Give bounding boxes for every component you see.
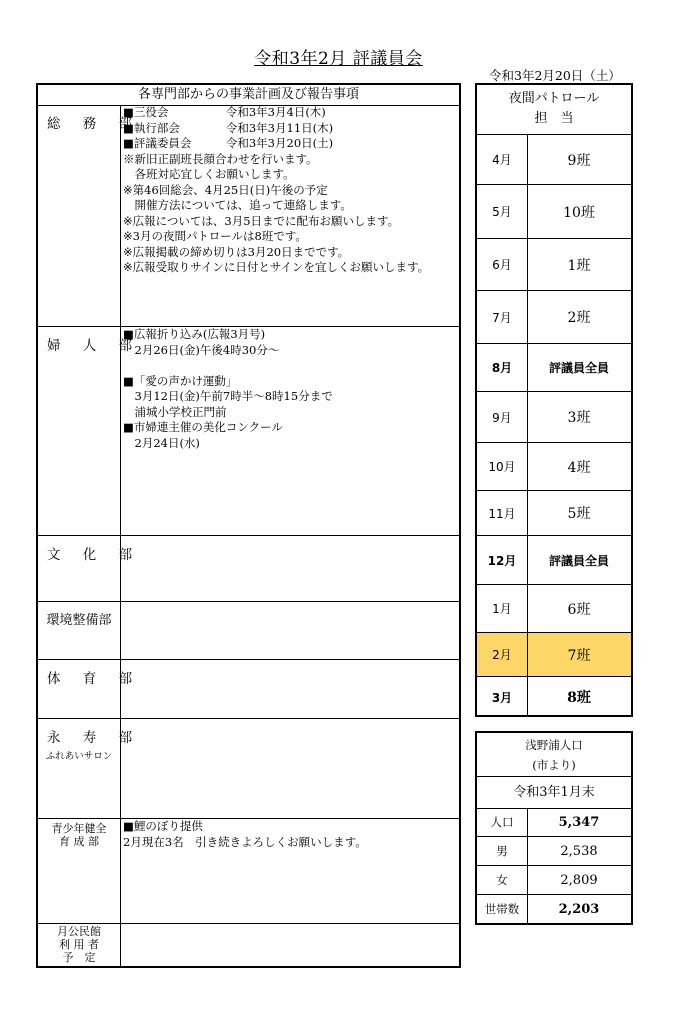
dept-content: ■広報折り込み(広報3月号) 2月26日(金)午後4時30分〜 ■「愛の声かけ運動」 3月12日(金)午前7時半〜8時15分まで 浦城小学校正門前 ■市婦連主催の美化コンクール 2月24日(水): [123, 327, 333, 450]
dept-name: 永 寿 部: [47, 730, 142, 746]
patrol-month: 9月: [477, 392, 528, 442]
patrol-row: [477, 585, 631, 633]
population-period: 令和3年1月末: [477, 777, 631, 809]
report-table-header: 各専門部からの事業計画及び報告事項: [38, 85, 459, 106]
population-table: [475, 731, 633, 925]
dept-row-youth: [38, 819, 459, 924]
dept-row-environment: [38, 602, 459, 660]
patrol-row: [477, 633, 631, 677]
report-table: [36, 83, 461, 968]
patrol-row: [477, 291, 631, 344]
population-row: 女 2,809: [477, 866, 631, 895]
dept-subname: ふれあいサロン: [45, 751, 113, 762]
dept-row-culture: [38, 536, 459, 602]
patrol-month: 5月: [477, 185, 528, 238]
patrol-month: 7月: [477, 291, 528, 343]
dept-row-sports: [38, 660, 459, 719]
dept-name: 婦 人 部: [47, 338, 142, 354]
patrol-row: [477, 185, 631, 239]
dept-content: ■三役会 令和3年3月4日(木) ■執行部会 令和3年3月11日(木) ■評議委員会 令和3年3月20日(土) ※新旧正副班長顔合わせを行います。 各班対応宜しくお願いします。 ※第46回総会、4月25日(日)午後の予定 開催方法については、追って連絡します。 ※広報については、3月5日までに配布お願いします。 ※3月の夜間パトロールは8班です。 ※広報掲載の締め切りは3月20日までです。 ※広報受取りサインに日付とサインを宜しくお願いします。: [123, 105, 430, 274]
patrol-month: 4月: [477, 135, 528, 184]
dept-name: 文 化 部: [47, 547, 142, 563]
patrol-month: 6月: [477, 239, 528, 290]
dept-name: 環境整備部: [46, 613, 112, 628]
dept-row-elderly: [38, 719, 459, 819]
population-row: 世帯数 2,203: [477, 895, 631, 923]
patrol-group: 4班: [567, 459, 591, 476]
patrol-row: [477, 536, 631, 585]
patrol-month: 1月: [477, 585, 528, 632]
dept-row-hall: [38, 924, 459, 968]
patrol-table: [475, 83, 633, 717]
dept-row-general: [38, 105, 459, 327]
patrol-group: 2班: [567, 310, 591, 326]
patrol-row: [477, 135, 631, 185]
patrol-group: 3班: [567, 410, 591, 426]
patrol-group: 9班: [567, 152, 591, 169]
patrol-row: [477, 239, 631, 291]
patrol-group: 7班: [567, 647, 591, 664]
dept-row-women: [38, 327, 459, 536]
patrol-month: 12月: [477, 536, 528, 584]
patrol-row: [477, 344, 631, 392]
population-header: 浅野浦人口 (市より): [477, 733, 631, 777]
patrol-row: [477, 677, 631, 717]
meeting-date: 令和3年2月20日（土）: [489, 68, 621, 83]
dept-name: 青少年健全 育 成 部: [51, 822, 107, 848]
patrol-month: 11月: [477, 491, 528, 535]
patrol-month: 3月: [477, 677, 528, 717]
patrol-month: 8月: [477, 344, 528, 391]
dept-name: 体 育 部: [47, 671, 142, 687]
population-row: 男 2,538: [477, 837, 631, 866]
dept-name: 月公民館 利 用 者 予 定: [57, 925, 101, 964]
patrol-group: 1班: [567, 257, 591, 274]
population-row: 人口 5,347: [477, 808, 631, 837]
patrol-row: [477, 443, 631, 491]
patrol-group: 評議員全員: [548, 361, 609, 375]
patrol-row: [477, 392, 631, 443]
dept-content: ■鯉のぼり提供 2月現在3名 引き続きよろしくお願いします。: [123, 819, 367, 849]
patrol-row: [477, 491, 631, 536]
patrol-group: 5班: [567, 506, 591, 522]
patrol-table-header: 夜間パトロール 担 当: [477, 85, 631, 135]
patrol-group: 8班: [567, 690, 591, 706]
patrol-group: 10班: [563, 204, 595, 221]
page-title: 令和3年2月 評議員会: [254, 49, 423, 69]
patrol-month: 2月: [477, 633, 528, 676]
patrol-group: 評議員全員: [548, 553, 609, 568]
dept-name: 総 務 部: [47, 116, 142, 132]
patrol-group: 6班: [567, 601, 591, 618]
patrol-month: 10月: [477, 443, 528, 490]
